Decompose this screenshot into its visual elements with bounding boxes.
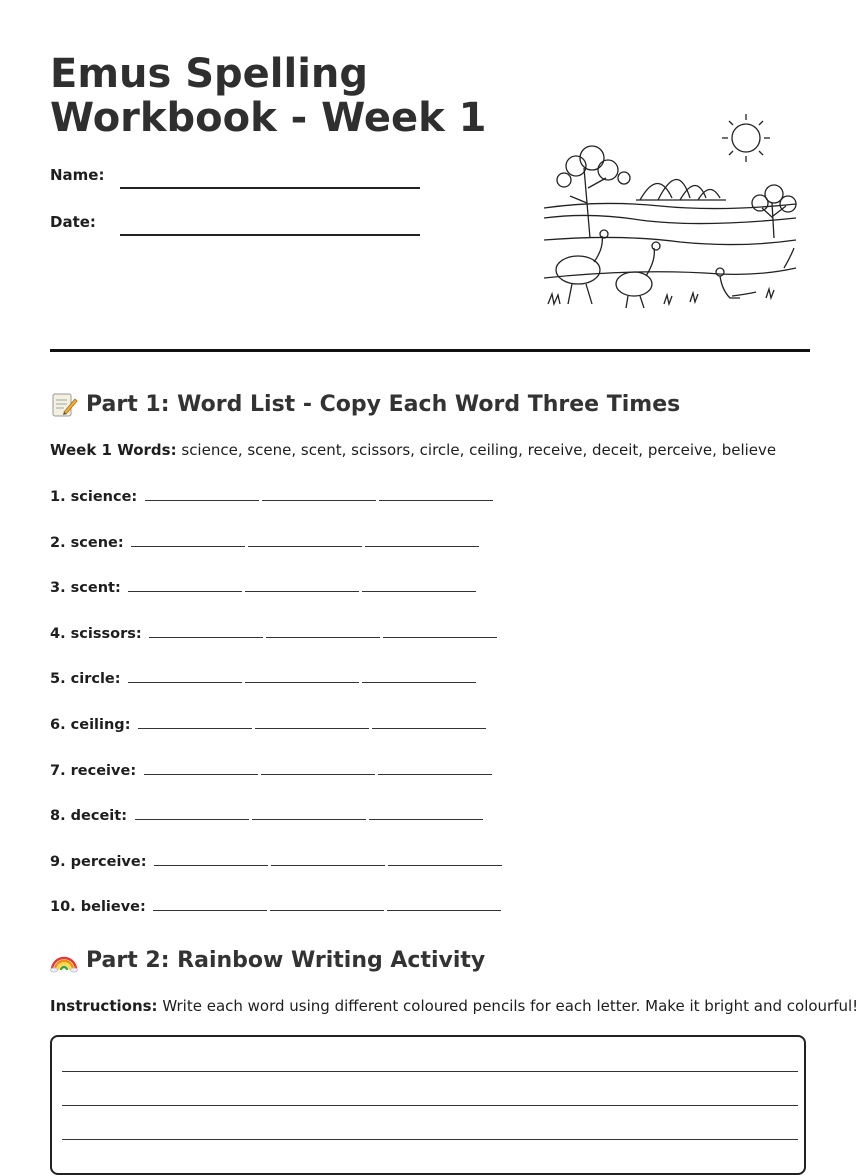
copy-blank[interactable] xyxy=(270,898,384,911)
word-row xyxy=(50,488,493,505)
week-words-label: Week 1 Words: xyxy=(50,441,177,459)
word-row-label: 7. receive: xyxy=(50,763,137,779)
rainbow-icon xyxy=(50,946,78,974)
word-row-label: 6. ceiling: xyxy=(50,717,131,733)
copy-blank[interactable] xyxy=(378,762,492,775)
australian-landscape-illustration xyxy=(540,108,802,318)
week-words-list: science, scene, scent, scissors, circle, ceiling, receive, deceit, perceive, believe xyxy=(181,441,777,459)
word-row-label: 1. science: xyxy=(50,489,138,505)
part1-title-text: Part 1: Word List - Copy Each Word Three Times xyxy=(86,391,681,417)
copy-blank[interactable] xyxy=(372,716,486,729)
word-row xyxy=(50,625,497,642)
copy-blank[interactable] xyxy=(379,488,493,501)
copy-blank[interactable] xyxy=(245,670,359,683)
word-row xyxy=(50,534,479,551)
copy-blank[interactable] xyxy=(128,579,242,592)
copy-blank[interactable] xyxy=(144,762,258,775)
gum-tree-right-icon xyxy=(752,185,796,238)
week-words-paragraph xyxy=(50,441,776,459)
copy-blank[interactable] xyxy=(252,807,366,820)
copy-blank[interactable] xyxy=(369,807,483,820)
writing-line[interactable] xyxy=(62,1071,798,1072)
word-row xyxy=(50,853,502,870)
word-row xyxy=(50,898,501,915)
name-label: Name: xyxy=(50,166,105,184)
word-row-label: 10. believe: xyxy=(50,899,146,915)
part2-title xyxy=(50,946,485,974)
date-label: Date: xyxy=(50,213,96,231)
copy-blank[interactable] xyxy=(261,762,375,775)
part2-title-text: Part 2: Rainbow Writing Activity xyxy=(86,947,486,973)
writing-line[interactable] xyxy=(62,1139,798,1140)
name-write-line[interactable] xyxy=(120,187,420,189)
copy-blank[interactable] xyxy=(153,898,267,911)
word-row xyxy=(50,716,486,733)
copy-blank[interactable] xyxy=(145,488,259,501)
word-row xyxy=(50,670,476,687)
word-row xyxy=(50,579,476,596)
copy-blank[interactable] xyxy=(245,579,359,592)
word-row-label: 5. circle: xyxy=(50,671,121,687)
copy-blank[interactable] xyxy=(131,534,245,547)
memo-pencil-icon xyxy=(50,390,78,418)
word-row xyxy=(50,807,483,824)
instructions-paragraph xyxy=(50,997,858,1015)
header-divider xyxy=(50,349,810,352)
copy-blank[interactable] xyxy=(383,625,497,638)
sun-icon xyxy=(722,114,770,162)
rainbow-writing-box xyxy=(50,1035,806,1175)
copy-blank[interactable] xyxy=(262,488,376,501)
opera-house-icon xyxy=(636,179,726,200)
grass-icon xyxy=(548,289,774,304)
copy-blank[interactable] xyxy=(149,625,263,638)
copy-blank[interactable] xyxy=(135,807,249,820)
copy-blank[interactable] xyxy=(154,853,268,866)
copy-blank[interactable] xyxy=(362,670,476,683)
part1-title xyxy=(50,390,680,418)
word-row-label: 3. scent: xyxy=(50,580,121,596)
title-line-2: Workbook - Week 1 xyxy=(50,95,487,141)
emu-large-icon xyxy=(556,230,608,304)
copy-blank[interactable] xyxy=(271,853,385,866)
page-title xyxy=(50,52,486,140)
copy-blank[interactable] xyxy=(255,716,369,729)
copy-blank[interactable] xyxy=(266,625,380,638)
gum-tree-left-icon xyxy=(557,146,630,238)
word-row-label: 2. scene: xyxy=(50,535,124,551)
copy-blank[interactable] xyxy=(248,534,362,547)
instructions-label: Instructions: xyxy=(50,997,158,1015)
emu-small-icon xyxy=(616,242,660,308)
word-row xyxy=(50,762,492,779)
word-row-label: 8. deceit: xyxy=(50,808,127,824)
word-row-label: 4. scissors: xyxy=(50,626,142,642)
instructions-text: Write each word using different coloured pencils for each letter. Make it bright and colourful! xyxy=(162,997,859,1015)
word-row-label: 9. perceive: xyxy=(50,854,147,870)
copy-blank[interactable] xyxy=(387,898,501,911)
writing-line[interactable] xyxy=(62,1105,798,1106)
date-write-line[interactable] xyxy=(120,234,420,236)
copy-blank[interactable] xyxy=(128,670,242,683)
copy-blank[interactable] xyxy=(388,853,502,866)
lizard-icon xyxy=(784,248,794,268)
copy-blank[interactable] xyxy=(362,579,476,592)
title-line-1: Emus Spelling xyxy=(50,51,369,97)
copy-blank[interactable] xyxy=(138,716,252,729)
copy-blank[interactable] xyxy=(365,534,479,547)
kangaroo-icon xyxy=(716,268,756,298)
